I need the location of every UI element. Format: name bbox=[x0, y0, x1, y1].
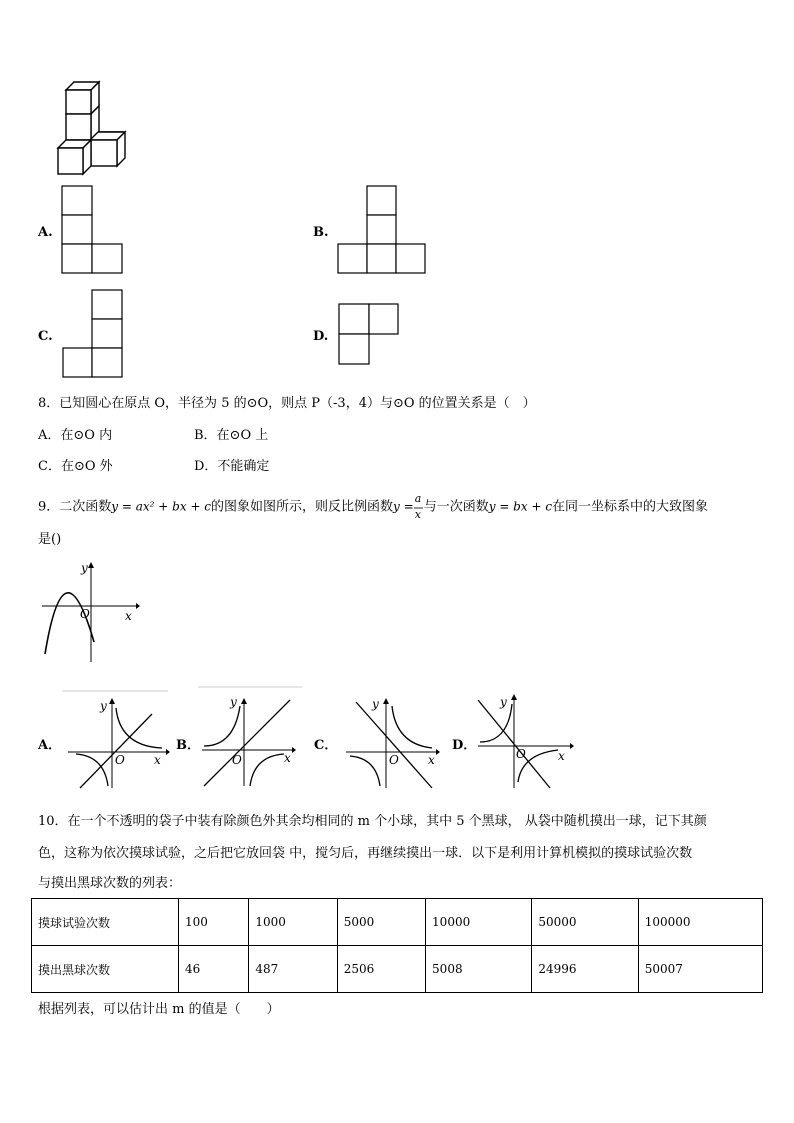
table-row bbox=[32, 899, 763, 946]
q9-c-axis-x: x bbox=[428, 753, 435, 767]
q10-line-3: 与摸出黑球次数的列表： bbox=[38, 876, 182, 891]
q8-choice-b[interactable]: B．在⊙O 上 bbox=[194, 428, 269, 443]
q9-b-origin: O bbox=[232, 753, 242, 767]
table-cell: 50007 bbox=[638, 946, 762, 993]
q7-option-c-label: C. bbox=[38, 329, 53, 344]
q9-parabola-graph bbox=[40, 560, 140, 664]
table-cell: 100000 bbox=[638, 899, 762, 946]
q9-option-c-graph[interactable] bbox=[340, 690, 444, 790]
table-row bbox=[32, 946, 763, 993]
q9-option-a-label: A． bbox=[38, 738, 62, 753]
cube-solid-figure bbox=[52, 76, 132, 180]
q9-d-axis-x: x bbox=[558, 749, 565, 763]
q10-data-table bbox=[31, 898, 763, 993]
table-cell: 2506 bbox=[337, 946, 425, 993]
q9-number: 9． bbox=[38, 499, 60, 515]
table-cell: 5008 bbox=[426, 946, 532, 993]
q9-eq-inverse-lhs: y = bbox=[393, 499, 414, 514]
q9-c-origin: O bbox=[389, 753, 399, 767]
q9-stem bbox=[38, 492, 709, 521]
q10-line-1: 10．在一个不透明的袋子中装有除颜色外其余均相同的 m 个小球，其中 5 个黑球， 从袋中随机摸出一球，记下其颜 bbox=[38, 814, 707, 829]
q9-text-4: 在同一坐标系中的大致图象 bbox=[552, 499, 709, 515]
q9-option-b-graph[interactable] bbox=[198, 686, 304, 790]
q7-option-b-view[interactable] bbox=[337, 185, 429, 275]
q9-text-1: 二次函数 bbox=[59, 499, 112, 515]
q9-option-b-label: B． bbox=[176, 738, 200, 753]
q10-after-text: 根据列表，可以估计出 m 的值是（ ） bbox=[38, 1002, 280, 1017]
q9-c-axis-y: y bbox=[372, 697, 379, 711]
q10-line-2: 色，这称为依次摸球试验，之后把它放回袋 中，搅匀后，再继续摸出一球．以下是利用计算机模拟的摸球试验次数 bbox=[38, 846, 693, 861]
table-cell: 487 bbox=[249, 946, 337, 993]
table-row-header: 摸出黑球次数 bbox=[32, 946, 179, 993]
q9-option-c-label: C． bbox=[314, 738, 338, 753]
table-cell: 100 bbox=[179, 899, 249, 946]
table-row-header: 摸球试验次数 bbox=[32, 899, 179, 946]
q7-option-d-label: D. bbox=[313, 329, 329, 344]
q9-d-origin: O bbox=[516, 747, 526, 761]
table-cell: 5000 bbox=[337, 899, 425, 946]
q7-option-c-view[interactable] bbox=[62, 289, 124, 379]
q7-option-a-view[interactable] bbox=[61, 185, 123, 275]
q7-option-a-label: A. bbox=[38, 225, 53, 240]
q9-eq-inverse-fraction bbox=[414, 492, 424, 521]
q9-option-d-label: D． bbox=[452, 738, 477, 753]
q9-stem-continued: 是() bbox=[38, 532, 62, 547]
q9-axis-x: x bbox=[125, 609, 132, 623]
q9-origin: O bbox=[80, 607, 90, 621]
q9-eq-linear: y = bx + c bbox=[488, 499, 553, 514]
table-cell: 24996 bbox=[532, 946, 638, 993]
q8-choice-d[interactable]: D．不能确定 bbox=[194, 459, 270, 474]
q9-d-axis-y: y bbox=[500, 695, 507, 709]
q9-axis-y: y bbox=[81, 561, 88, 575]
table-cell: 46 bbox=[179, 946, 249, 993]
q9-option-a-graph[interactable] bbox=[62, 690, 172, 790]
q9-a-axis-x: x bbox=[154, 753, 161, 767]
q9-eq-inverse-denominator: x bbox=[414, 508, 421, 521]
q8-stem: 8．已知圆心在原点 O，半径为 5 的⊙O，则点 P（-3，4）与⊙O 的位置关系是（ ） bbox=[38, 396, 536, 411]
q9-text-3: 与一次函数 bbox=[423, 499, 489, 515]
q9-b-axis-x: x bbox=[284, 751, 291, 765]
q9-a-origin: O bbox=[115, 753, 125, 767]
q7-option-b-label: B. bbox=[313, 225, 329, 240]
table-cell: 50000 bbox=[532, 899, 638, 946]
q9-option-d-graph[interactable] bbox=[474, 690, 578, 790]
q9-eq-quadratic: y = ax² + bx + c bbox=[111, 499, 212, 514]
q9-b-axis-y: y bbox=[230, 695, 237, 709]
q9-a-axis-y: y bbox=[100, 699, 107, 713]
q9-eq-inverse-numerator: a bbox=[414, 492, 422, 505]
q7-option-d-view[interactable] bbox=[338, 303, 400, 365]
q8-choice-a[interactable]: A．在⊙O 内 bbox=[38, 428, 113, 443]
table-cell: 10000 bbox=[426, 899, 532, 946]
q9-text-2: 的图象如图所示，则反比例函数 bbox=[211, 499, 394, 515]
q8-choice-c[interactable]: C．在⊙O 外 bbox=[38, 459, 113, 474]
table-cell: 1000 bbox=[249, 899, 337, 946]
